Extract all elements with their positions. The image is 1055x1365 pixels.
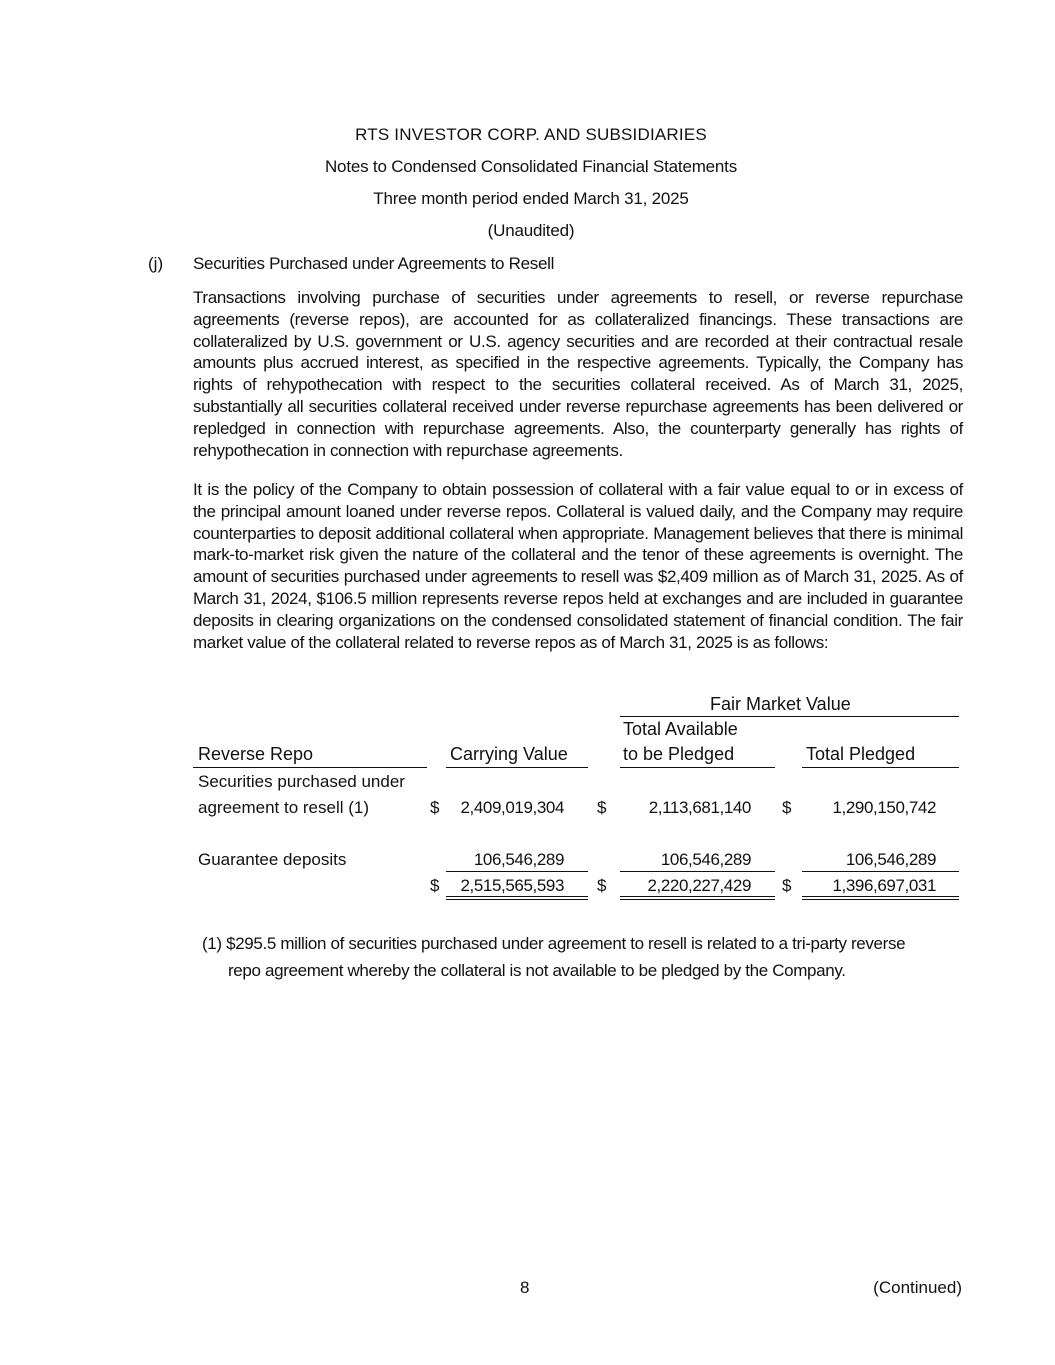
header-rule-pledged — [802, 767, 959, 768]
total-pledged-value: 1,396,697,031 — [832, 876, 936, 895]
subtotal-rule-available — [620, 871, 775, 872]
col-header-reverse-repo: Reverse Repo — [198, 744, 314, 764]
total-available-value: 2,220,227,429 — [647, 876, 751, 895]
pledged-value-cell: 1,290,150,742 — [832, 798, 936, 817]
currency-symbol: $ — [597, 798, 607, 817]
total-double-rule-carrying — [446, 896, 588, 900]
col-header-available-line1: Total Available — [623, 719, 738, 739]
page-number: 8 — [520, 1278, 530, 1297]
col-header-carrying-value: Carrying Value — [450, 744, 568, 764]
group-header-rule — [620, 716, 959, 717]
audit-status: (Unaudited) — [487, 221, 575, 240]
currency-symbol: $ — [597, 876, 607, 895]
group-header-fair-market-value: Fair Market Value — [710, 694, 851, 714]
currency-symbol: $ — [782, 798, 792, 817]
footnote-line-1: (1) $295.5 million of securities purchased under agreement to resell is related to a tri-party reverse — [202, 934, 906, 953]
total-double-rule-pledged — [802, 896, 959, 900]
currency-symbol: $ — [430, 798, 440, 817]
carrying-value-cell: 2,409,019,304 — [460, 798, 564, 817]
header-rule-available — [620, 767, 775, 768]
continued-label: (Continued) — [873, 1278, 962, 1297]
currency-symbol: $ — [430, 876, 440, 895]
row-label-line2: agreement to resell (1) — [198, 798, 370, 817]
subtotal-rule-pledged — [802, 871, 959, 872]
header-rule-label — [193, 767, 427, 768]
subtotal-rule-carrying — [446, 871, 588, 872]
col-header-available-line2: to be Pledged — [623, 744, 735, 764]
available-value-cell: 2,113,681,140 — [648, 798, 751, 817]
section-title: Securities Purchased under Agreements to Resell — [193, 254, 555, 273]
available-value-cell: 106,546,289 — [660, 850, 751, 869]
section-label: (j) — [148, 254, 164, 273]
footnote-line-2: repo agreement whereby the collateral is not available to be pledged by the Company. — [228, 961, 846, 980]
company-name: RTS INVESTOR CORP. AND SUBSIDIARIES — [355, 125, 707, 144]
paragraph-collateral-policy: It is the policy of the Company to obtain possession of collateral with a fair value equal to or in excess of the principal amount loaned under reverse repos. Collateral is valued daily, and the Company may require counterparties to deposit additional collateral when appropriate. Management believes that there is minimal mark-to-market risk given the nature of the collateral and the tenor of these agreements is overnight. The amount of securities purchased under agreements to resell was $2,409 million as of March 31, 2025. As of March 31, 2024, $106.5 million represents reverse repos held at exchanges and are included in guarantee deposits in clearing organizations on the condensed consolidated statement of financial condition. The fair market value of the collateral related to reverse repos as of March 31, 2025 is as follows: — [193, 480, 963, 652]
carrying-value-cell: 106,546,289 — [473, 850, 564, 869]
document-title: Notes to Condensed Consolidated Financial Statements — [324, 157, 738, 176]
pledged-value-cell: 106,546,289 — [845, 850, 936, 869]
footnote — [202, 930, 962, 984]
paragraph-reverse-repo-accounting: Transactions involving purchase of securities under agreements to resell, or reverse repurchase agreements (reverse repos), are accounted for as collateralized financings. These transactions are collateralized by U.S. government or U.S. agency securities and are recorded at their contractual resale amounts plus accrued interest, as specified in the respective agreements. Typically, the Company has rights of rehypothecation with respect to the securities collateral received. As of March 31, 2025, substantially all securities collateral received under reverse repurchase agreements has been delivered or repledged in connection with repurchase agreements. Also, the counterparty generally has rights of rehypothecation in connection with repurchase agreements. — [193, 288, 963, 460]
header-rule-carrying — [446, 767, 588, 768]
row-label-line1: Securities purchased under — [198, 772, 405, 791]
total-carrying-value: 2,515,565,593 — [460, 876, 564, 895]
col-header-total-pledged: Total Pledged — [806, 744, 916, 764]
total-double-rule-available — [620, 896, 775, 900]
currency-symbol: $ — [782, 876, 792, 895]
row-label: Guarantee deposits — [198, 850, 347, 869]
period-label: Three month period ended March 31, 2025 — [373, 189, 689, 208]
